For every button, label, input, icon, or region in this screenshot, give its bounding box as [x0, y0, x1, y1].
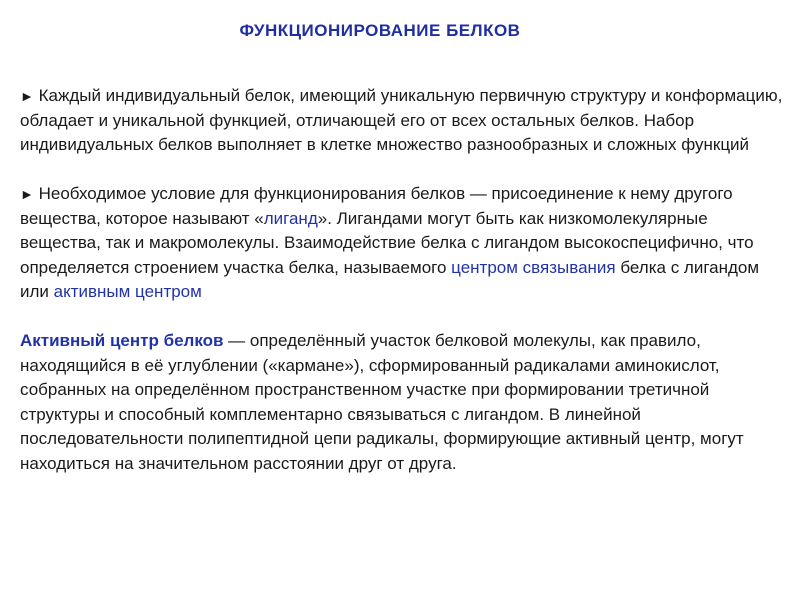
paragraph-text: Необходимое условие для функционирования белков — присоединение к нему другого вещества, которое называют «	[20, 184, 733, 228]
paragraph-text: ». Лигандами могут быть как низкомолекулярные вещества, так и макромолекулы. Взаимодействие белка с лигандом высокоспецифично, что определяется строением участка белка, называемого	[20, 208, 754, 277]
page-title: ФУНКЦИОНИРОВАНИЕ БЕЛКОВ	[239, 21, 521, 40]
paragraph-text: — определённый участок белковой молекулы, как правило, находящийся в её углублении («кармане»), сформированный радикалами аминокислот, собранных на определённом пространственном участке при формировании третичной структуры и способный комплементарно связываться с лигандом. В линейной последовательности полипептидной цепи радикалы, формирующие активный центр, могут находиться на значительном расстоянии друг от друга.	[20, 331, 744, 473]
paragraph-text: Каждый индивидуальный белок, имеющий уникальную первичную структуру и конформацию, обладает и уникальной функцией, отличающей его от всех остальных белков. Набор индивидуальных белков выполняет в клетке множество разнообразных и сложных функций	[20, 86, 783, 154]
bullet-icon: ►	[20, 186, 34, 202]
paragraph-active-center-definition	[20, 329, 790, 476]
term-active-center: активным центром	[53, 282, 202, 301]
slide-body	[20, 84, 790, 501]
term-active-center-heading: Активный центр белков	[20, 331, 224, 350]
term-ligand: лиганд	[263, 208, 318, 228]
term-binding-center: центром связывания	[451, 257, 616, 277]
paragraph-ligand	[20, 182, 790, 305]
paragraph-text: белка с лигандом или	[20, 257, 760, 301]
bullet-icon: ►	[20, 88, 34, 104]
paragraph-individual-proteins	[20, 84, 790, 158]
